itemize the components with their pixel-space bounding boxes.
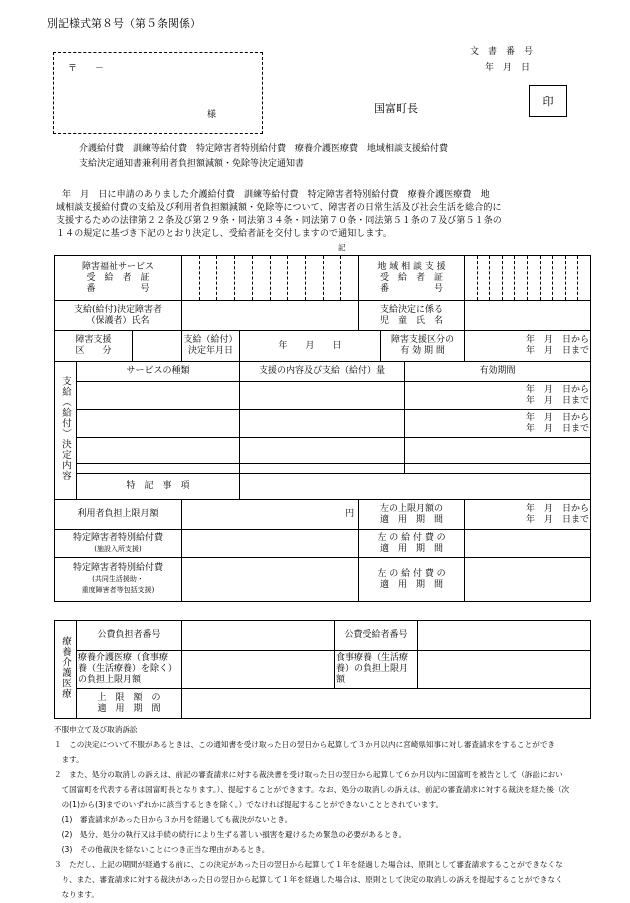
amount-row-1 bbox=[240, 382, 405, 410]
user-burden-limit-label: 利用者負担上限月額 bbox=[55, 500, 182, 530]
category-valid-value: 年 月 日から 年 月 日まで bbox=[465, 331, 591, 362]
welfare-recipient-no-boxes bbox=[182, 256, 359, 301]
title-line-1: 介護給付費 訓練等給付費 特定障害者特別給付費 療養介護医療費 地域相談支援給付費 bbox=[79, 144, 449, 154]
recipient-no-value bbox=[418, 621, 591, 651]
valid-row-1: 年 月 日から 年 月 日まで bbox=[405, 382, 591, 410]
ki: 記 bbox=[338, 243, 346, 252]
special-benefit-2-label: 特定障害者特別給付費 (共同生活援助・ 重度障害者等包括支援) bbox=[55, 558, 182, 602]
notes-line: (1) 審査請求があった日から３か月を経過しても裁決がないとき。 bbox=[54, 815, 293, 824]
notes-line: の(1)から(3)までのいずれかに該当するときを除く。）でなければ提起することができないこととされています。 bbox=[54, 800, 444, 809]
decision-date-label: 支給（給付） 決定年月日 bbox=[182, 331, 240, 362]
amount-row-2 bbox=[240, 410, 405, 438]
postal-code: 〒 － bbox=[68, 64, 105, 74]
decision-table bbox=[54, 255, 591, 602]
decided-person-value bbox=[182, 301, 359, 331]
issuer: 国富町長 bbox=[374, 102, 418, 115]
notes-line: なります。 bbox=[54, 890, 99, 899]
appeal-notes bbox=[54, 722, 590, 902]
medical-table bbox=[54, 620, 591, 719]
form-label: 別記様式第８号（第５条関係） bbox=[47, 17, 201, 30]
special-benefit-2-value bbox=[182, 558, 359, 602]
medical-limit-value bbox=[182, 651, 335, 689]
col-amount: 支援の内容及び支給（給付）量 bbox=[240, 362, 405, 382]
community-recipient-no-boxes bbox=[465, 256, 591, 301]
valid-row-3 bbox=[405, 438, 591, 464]
addressee-honorific: 様 bbox=[207, 110, 217, 120]
header-date: 年 月 日 bbox=[485, 63, 531, 73]
valid-row-4 bbox=[405, 464, 591, 474]
special-notes-value bbox=[240, 474, 591, 500]
welfare-recipient-no-label: 障害福祉サービス 受 給 者 証 番 号 bbox=[55, 256, 182, 301]
recipient-no-label: 公費受給者番号 bbox=[335, 621, 418, 651]
col-valid: 有効期間 bbox=[405, 362, 591, 382]
notes-line: ３ ただし、上記の期間が経過する前に、この決定があった日の翌日から起算して１年を経過した場合は、原則として審査請求することができなくな bbox=[54, 860, 563, 869]
body-line-1: 年 月 日に申請のありました介護給付費 訓練等給付費 特定障害者特別給付費 療養介護医療費 地 bbox=[62, 190, 490, 200]
category-valid-label: 障害支援区分の 有 効 期 間 bbox=[381, 331, 465, 362]
payer-no-label: 公費負担者番号 bbox=[77, 621, 182, 651]
payer-no-value bbox=[182, 621, 335, 651]
benefit-valid-period-1-label: 左 の 給 付 費 の 適 用 期 間 bbox=[359, 530, 465, 558]
notes-line: て国富町を代表する者は国富町長となります。）、提起することができます。なお、処分の取消しの訴えは、前記の審査請求に対する裁決を経た後（次 bbox=[54, 785, 570, 794]
special-notes-label: 特 記 事 項 bbox=[77, 474, 240, 500]
doc-number-label: 文 書 番 号 bbox=[470, 47, 534, 57]
notes-line: ます。 bbox=[54, 755, 84, 764]
body-line-3: 支援するための法律第２２条及び第２９条・同法第３４条・同法第７０条・同法第５１条の７及び第５１条の bbox=[56, 216, 502, 226]
child-name-label: 支給決定に係る 児 童 氏 名 bbox=[359, 301, 465, 331]
special-benefit-1-value bbox=[182, 530, 359, 558]
limit-period-label: 上 限 額 の 適 用 期 間 bbox=[77, 689, 182, 719]
notes-line: (3) その他裁決を経ないことにつき正当な理由があるとき。 bbox=[54, 845, 270, 854]
limit-valid-period-value: 年 月 日から 年 月 日まで bbox=[465, 500, 591, 530]
service-row-4 bbox=[77, 464, 240, 474]
seal-box: 印 bbox=[529, 85, 567, 117]
medical-side-label: 療養介護医療 bbox=[55, 621, 77, 719]
amount-row-4 bbox=[240, 464, 405, 474]
decided-person-label: 支給(給付)決定障害者 （保護者）氏名 bbox=[55, 301, 182, 331]
service-row-1 bbox=[77, 382, 240, 410]
body-line-2: 域相談支援給付費の支給及び利用者負担額減額・免除等について、障害者の日常生活及び社会生活を総合的に bbox=[56, 203, 502, 213]
limit-valid-period-label: 左の上限月額の 適 用 期 間 bbox=[359, 500, 465, 530]
amount-row-3 bbox=[240, 438, 405, 464]
service-row-2 bbox=[77, 410, 240, 438]
address-box bbox=[53, 52, 263, 134]
notes-line: １ この決定について不服があるときは、この通知書を受け取った日の翌日から起算して３か月以内に宮崎県知事に対し審査請求をすることができ bbox=[54, 740, 556, 749]
special-benefit-1-label: 特定障害者特別給付費 (施設入所支援) bbox=[55, 530, 182, 558]
benefit-valid-period-1-value bbox=[465, 530, 591, 558]
decision-date-value: 年 月 日 bbox=[240, 331, 381, 362]
notes-line: ２ また、処分の取消しの訴えは、前記の審査請求に対する裁決書を受け取った日の翌日から起算して６か月以内に国富町を被告として（訴訟におい bbox=[54, 770, 563, 779]
user-burden-limit-value: 円 bbox=[182, 500, 359, 530]
medical-limit-label: 療養介護医療（食事療 養（生活療養）を除く） の負担上限月額 bbox=[77, 651, 182, 689]
support-category-value bbox=[133, 331, 182, 362]
col-service: サービスの種類 bbox=[77, 362, 240, 382]
title-line-2: 支給決定通知書兼利用者負担額減額・免除等決定通知書 bbox=[79, 159, 305, 169]
limit-period-value bbox=[182, 689, 591, 719]
community-recipient-no-label: 地 域 相 談 支 援 受 給 者 証 番 号 bbox=[359, 256, 465, 301]
child-name-value bbox=[465, 301, 591, 331]
benefit-valid-period-2-label: 左 の 給 付 費 の 適 用 期 間 bbox=[359, 558, 465, 602]
support-category-label: 障害支援 区 分 bbox=[55, 331, 133, 362]
notes-line: り、また、審査請求に対する裁決があった日の翌日から起算して１年を経過した場合は、原則として決定の取消しの訴えを提起することができなく bbox=[54, 875, 563, 884]
meal-limit-value bbox=[418, 651, 591, 689]
content-side-label: 支給（給付）決定内容 bbox=[55, 362, 77, 500]
notes-heading: 不服申立て及び取消訴訟 bbox=[54, 725, 138, 734]
valid-row-2: 年 月 日から 年 月 日まで bbox=[405, 410, 591, 438]
benefit-valid-period-2-value bbox=[465, 558, 591, 602]
service-row-3 bbox=[77, 438, 240, 464]
meal-limit-label: 食事療養（生活療 養）の負担上限月額 bbox=[335, 651, 418, 689]
notes-line: (2) 処分、処分の執行又は手続の続行により生ずる著しい損害を避けるため緊急の必要があるとき。 bbox=[54, 830, 407, 839]
body-line-4: １４の規定に基づき下記のとおり決定し、受給者証を交付しますので通知します。 bbox=[56, 229, 392, 239]
